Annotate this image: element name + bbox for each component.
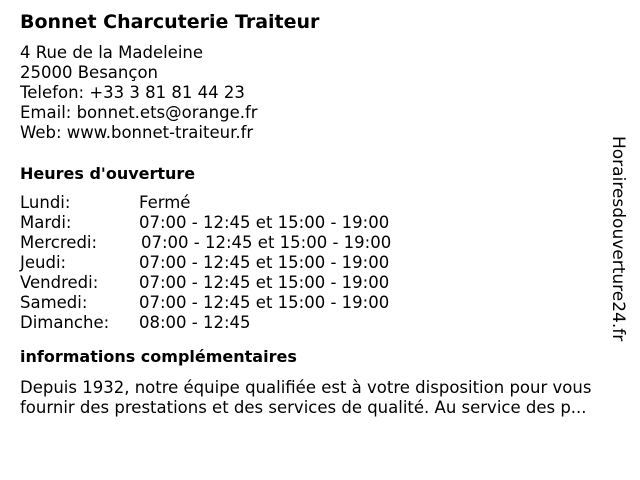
hours-row-vendredi — [20, 273, 620, 293]
hours-day: Dimanche: — [20, 313, 110, 332]
hours-day: Samedi: — [20, 293, 88, 312]
hours-row-mardi — [20, 213, 620, 233]
email-line: Email: bonnet.ets@orange.fr — [20, 103, 258, 122]
hours-day: Jeudi: — [20, 253, 67, 272]
hours-time: 07:00 - 12:45 et 15:00 - 19:00 — [139, 253, 390, 272]
hours-row-samedi — [20, 293, 620, 313]
hours-time: 07:00 - 12:45 et 15:00 - 19:00 — [139, 273, 390, 292]
web-line: Web: www.bonnet-traiteur.fr — [20, 123, 254, 142]
brand-watermark: Horairesdouverture24.fr — [608, 136, 628, 342]
hours-time: 07:00 - 12:45 et 15:00 - 19:00 — [139, 293, 390, 312]
hours-time: 07:00 - 12:45 et 15:00 - 19:00 — [141, 233, 392, 252]
hours-day: Mercredi: — [20, 233, 98, 252]
hours-day: Lundi: — [20, 193, 71, 212]
opening-hours-title: Heures d'ouverture — [20, 164, 196, 183]
hours-row-lundi — [20, 193, 620, 213]
hours-row-dimanche — [20, 313, 620, 333]
additional-info-text: Depuis 1932, notre équipe qualifiée est à votre disposition pour vous fournir des prestations et des services de qualité. Au service des p... — [20, 378, 592, 417]
business-name: Bonnet Charcuterie Traiteur — [20, 11, 320, 33]
address-street: 4 Rue de la Madeleine — [20, 43, 204, 62]
hours-time: Fermé — [139, 193, 191, 212]
additional-info-title: informations complémentaires — [20, 347, 297, 366]
hours-time: 08:00 - 12:45 — [139, 313, 251, 332]
hours-time: 07:00 - 12:45 et 15:00 - 19:00 — [139, 213, 390, 232]
hours-row-jeudi — [20, 253, 620, 273]
hours-row-mercredi — [20, 233, 620, 253]
business-card — [20, 9, 620, 418]
phone-line: Telefon: +33 3 81 81 44 23 — [20, 83, 245, 102]
hours-day: Vendredi: — [20, 273, 99, 292]
address-city: 25000 Besançon — [20, 63, 158, 82]
hours-day: Mardi: — [20, 213, 72, 232]
